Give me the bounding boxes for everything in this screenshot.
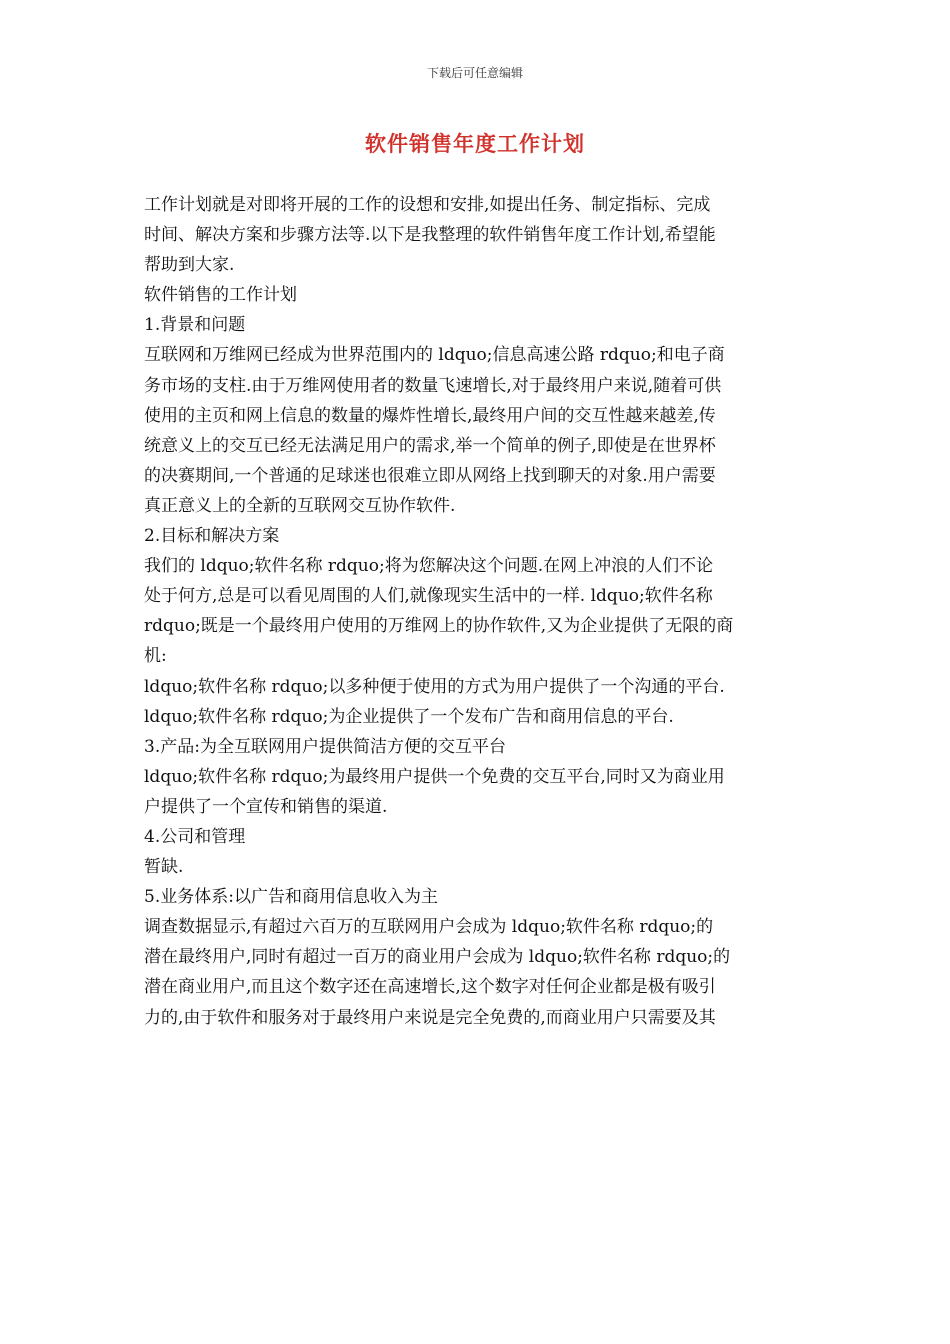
body-line: 工作计划就是对即将开展的工作的设想和安排,如提出任务、制定指标、完成 — [144, 195, 711, 215]
body-line: ldquo;软件名称 rdquo;以多种便于使用的方式为用户提供了一个沟通的平台. — [144, 676, 725, 697]
body-line: 户提供了一个宣传和销售的渠道. — [144, 796, 388, 817]
body-line: 互联网和万维网已经成为世界范围内的 ldquo;信息高速公路 rdquo;和电子商 — [144, 345, 725, 366]
header-note: 下载后可任意编辑 — [426, 66, 523, 80]
body-line: 潜在最终用户,同时有超过一百万的商业用户会成为 ldquo;软件名称 rdquo;的 — [144, 947, 731, 968]
body-line: 帮助到大家. — [144, 255, 235, 276]
body-line: 机: — [144, 646, 167, 667]
body-line: 我们的 ldquo;软件名称 rdquo;将为您解决这个问题.在网上冲浪的人们不论 — [144, 556, 714, 577]
body-line: 统意义上的交互已经无法满足用户的需求,举一个简单的例子,即使是在世界杯 — [144, 435, 716, 456]
section-heading: 3.产品:为全互联网用户提供简洁方便的交互平台 — [144, 736, 506, 757]
body-line: 使用的主页和网上信息的数量的爆炸性增长,最终用户间的交互性越来越差,传 — [144, 405, 716, 426]
section-heading: 1.背景和问题 — [144, 315, 246, 336]
body-line: 调查数据显示,有超过六百万的互联网用户会成为 ldquo;软件名称 rdquo;的 — [144, 917, 714, 938]
body-line: rdquo;既是一个最终用户使用的万维网上的协作软件,又为企业提供了无限的商 — [144, 616, 734, 637]
document-title: 软件销售年度工作计划 — [365, 131, 585, 156]
body-line: ldquo;软件名称 rdquo;为最终用户提供一个免费的交互平台,同时又为商业用 — [144, 766, 725, 787]
body-line: 潜在商业用户,而且这个数字还在高速增长,这个数字对任何企业都是极有吸引 — [144, 977, 716, 998]
body-line: 真正意义上的全新的互联网交互协作软件. — [144, 495, 456, 516]
section-heading: 4.公司和管理 — [144, 826, 246, 847]
section-heading: 5.业务体系:以广告和商用信息收入为主 — [144, 887, 438, 908]
document-body — [144, 190, 814, 1033]
body-line: 力的,由于软件和服务对于最终用户来说是完全免费的,而商业用户只需要及其 — [144, 1007, 716, 1028]
body-line: 的决赛期间,一个普通的足球迷也很难立即从网络上找到聊天的对象.用户需要 — [144, 465, 716, 486]
section-heading: 2.目标和解决方案 — [144, 526, 280, 547]
body-line: 暂缺. — [144, 857, 184, 878]
section-heading: 软件销售的工作计划 — [144, 285, 297, 306]
body-line: 务市场的支柱.由于万维网使用者的数量飞速增长,对于最终用户来说,随着可供 — [144, 375, 722, 396]
body-line: 时间、解决方案和步骤方法等.以下是我整理的软件销售年度工作计划,希望能 — [144, 225, 716, 246]
body-line: ldquo;软件名称 rdquo;为企业提供了一个发布广告和商用信息的平台. — [144, 706, 674, 727]
body-line: 处于何方,总是可以看见周围的人们,就像现实生活中的一样. ldquo;软件名称 — [144, 586, 713, 607]
